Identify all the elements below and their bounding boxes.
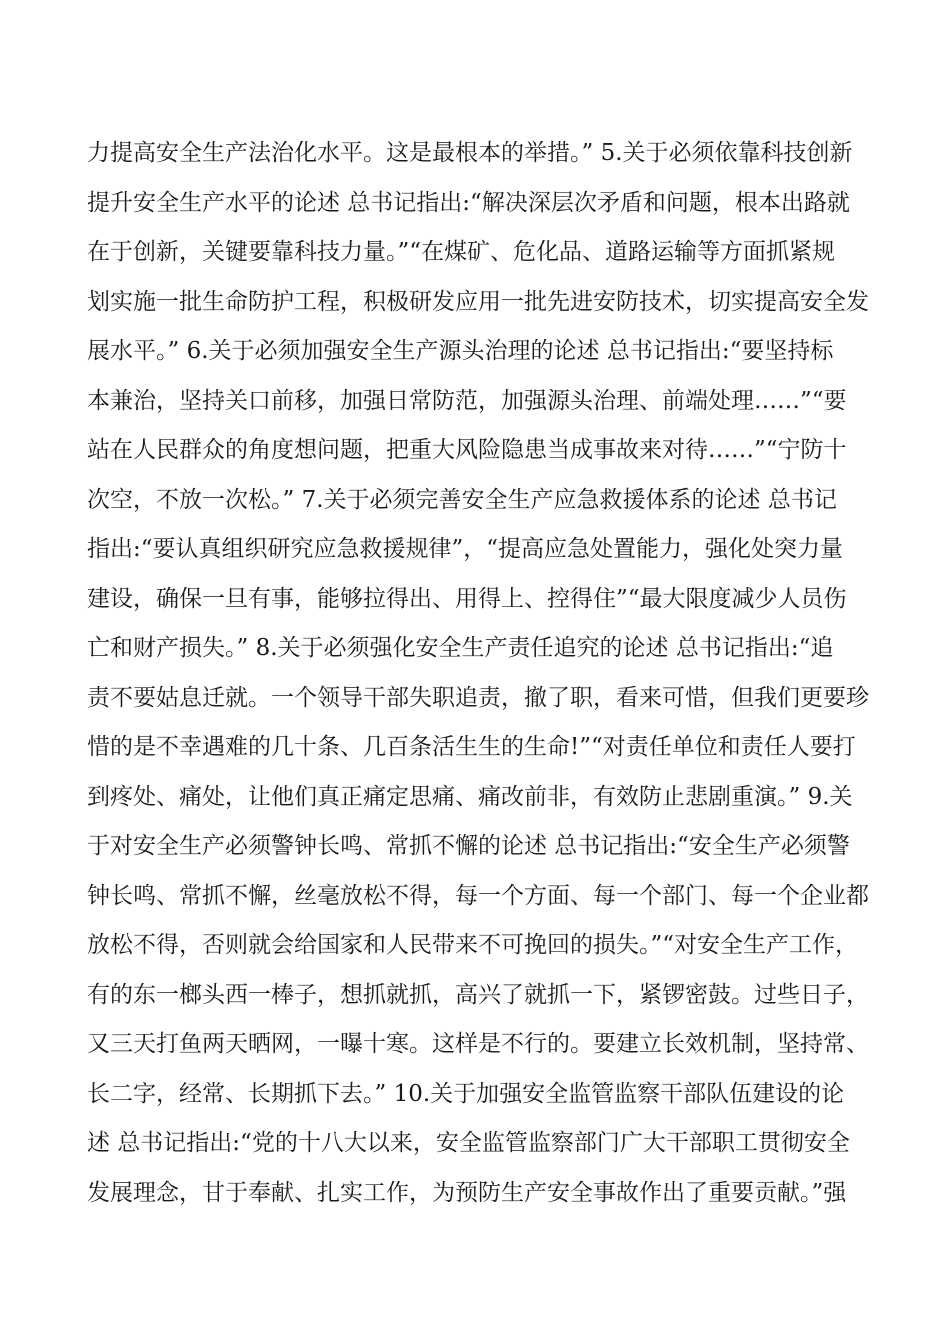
text-line: 提升安全生产水平的论述 总书记指出:“解决深层次矛盾和问题，根本出路就 xyxy=(87,189,850,216)
text-line: 长二字，经常、长期抓下去。” 10.关于加强安全监管监察干部队伍建设的论 xyxy=(87,1080,845,1107)
text-line: 责不要姑息迁就。一个领导干部失职追责，撤了职，看来可惜，但我们更要珍 xyxy=(87,684,869,711)
text-line: 在于创新，关键要靠科技力量。”“在煤矿、危化品、道路运输等方面抓紧规 xyxy=(87,239,836,265)
body-text xyxy=(87,129,867,1218)
text-line: 本兼治，坚持关口前移，加强日常防范，加强源头治理、前端处理……”“要 xyxy=(87,387,847,414)
text-line: 划实施一批生命防护工程，积极研发应用一批先进安防技术，切实提高安全发 xyxy=(87,288,869,315)
text-line: 发展理念，甘于奉献、扎实工作，为预防生产安全事故作出了重要贡献。”强 xyxy=(87,1179,847,1206)
text-line: 又三天打鱼两天晒网，一曝十寒。这样是不行的。要建立长效机制，坚持常、 xyxy=(87,1031,869,1057)
text-line: 述 总书记指出:“党的十八大以来，安全监管监察部门广大干部职工贯彻安全 xyxy=(87,1130,850,1156)
text-line: 指出:“要认真组织研究应急救援规律”，“提高应急处置能力，强化处突力量 xyxy=(87,536,844,562)
text-line: 亡和财产损失。” 8.关于必须强化安全生产责任追究的论述 总书记指出:“追 xyxy=(87,635,834,661)
text-line: 钟长鸣、常抓不懈，丝毫放松不得，每一个方面、每一个部门、每一个企业都 xyxy=(87,882,869,909)
text-line: 展水平。” 6.关于必须加强安全生产源头治理的论述 总书记指出:“要坚持标 xyxy=(87,338,834,364)
text-line: 放松不得，否则就会给国家和人民带来不可挽回的损失。”“对安全生产工作， xyxy=(87,932,859,958)
text-line: 到疼处、痛处，让他们真正痛定思痛、痛改前非，有效防止悲剧重演。” 9.关 xyxy=(87,783,853,810)
text-line: 惜的是不幸遇难的几十条、几百条活生生的生命!”“对责任单位和责任人要打 xyxy=(87,734,856,760)
text-line: 力提高安全生产法治化水平。这是最根本的举措。” 5.关于必须依靠科技创新 xyxy=(87,140,853,166)
text-line: 次空，不放一次松。” 7.关于必须完善安全生产应急救援体系的论述 总书记 xyxy=(87,486,837,513)
text-line: 站在人民群众的角度想问题，把重大风险隐患当成事故来对待……”“宁防十 xyxy=(87,437,847,463)
text-line: 有的东一榔头西一棒子，想抓就抓，高兴了就抓一下，紧锣密鼓。过些日子， xyxy=(87,981,869,1008)
text-line: 建设，确保一旦有事，能够拉得出、用得上、控得住”“最大限度减少人员伤 xyxy=(87,585,847,612)
text-line: 于对安全生产必须警钟长鸣、常抓不懈的论述 总书记指出:“安全生产必须警 xyxy=(87,833,850,859)
